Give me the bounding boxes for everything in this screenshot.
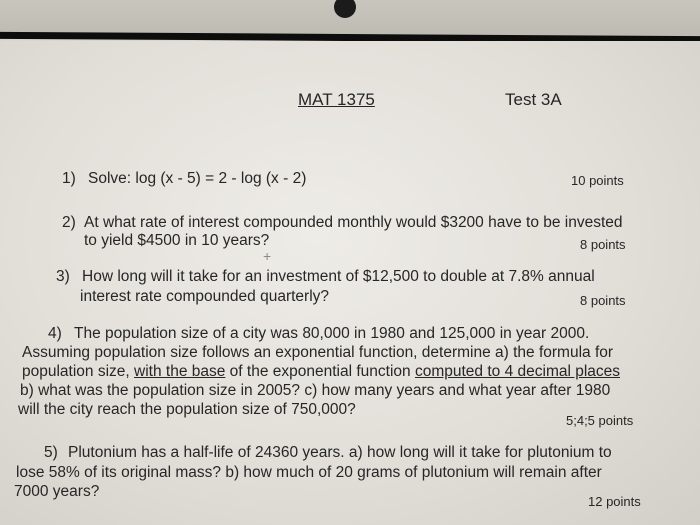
q4-line-3b: of the exponential function [225,363,415,380]
q2-points: 8 points [580,237,626,252]
q5-points: 12 points [588,494,641,509]
q4-line-3 [22,363,620,381]
q3-line-2: interest rate compounded quarterly? [80,288,330,305]
q2-number: 2) [62,214,76,231]
q5-line-2: lose 58% of its original mass? b) how much of 20 grams of plutonium will remain after [16,464,602,481]
q4-number: 4) [48,325,62,342]
test-title: Test 3A [505,90,562,109]
q3-number: 3) [56,268,70,285]
q4-line-2: Assuming population size follows an exponential function, determine a) the formula for [22,344,614,361]
webcam-icon [334,0,356,18]
q1-text: Solve: log (x - 5) = 2 - log (x - 2) [88,170,307,187]
q2-line-1: At what rate of interest compounded monthly would $3200 have to be invested [84,214,623,231]
q5-line-3: 7000 years? [14,483,100,500]
q2-line-2: to yield $4500 in 10 years? [84,232,270,249]
plus-mark: + [263,248,272,264]
q4-line-5: will the city reach the population size of 750,000? [18,401,356,418]
q1-points: 10 points [571,173,624,188]
q4-line-4: b) what was the population size in 2005? c) how many years and what year after 1980 [20,382,611,399]
q5-number: 5) [44,444,58,461]
q4-line-3a: population size, [22,363,135,380]
course-title: MAT 1375 [298,90,375,109]
q1-number: 1) [62,170,76,187]
q4-points: 5;4;5 points [566,413,634,428]
q5-line-1: Plutonium has a half-life of 24360 years. a) how long will it take for plutonium to [68,444,612,461]
q3-points: 8 points [580,293,626,308]
q4-underline-decimal: computed to 4 decimal places [414,363,621,380]
q4-underline-base: with the base [134,363,226,380]
q3-line-1: How long will it take for an investment of $12,500 to double at 7.8% annual [82,268,595,285]
test-paper [0,41,700,525]
q4-line-1: The population size of a city was 80,000 in 1980 and 125,000 in year 2000. [74,325,590,342]
